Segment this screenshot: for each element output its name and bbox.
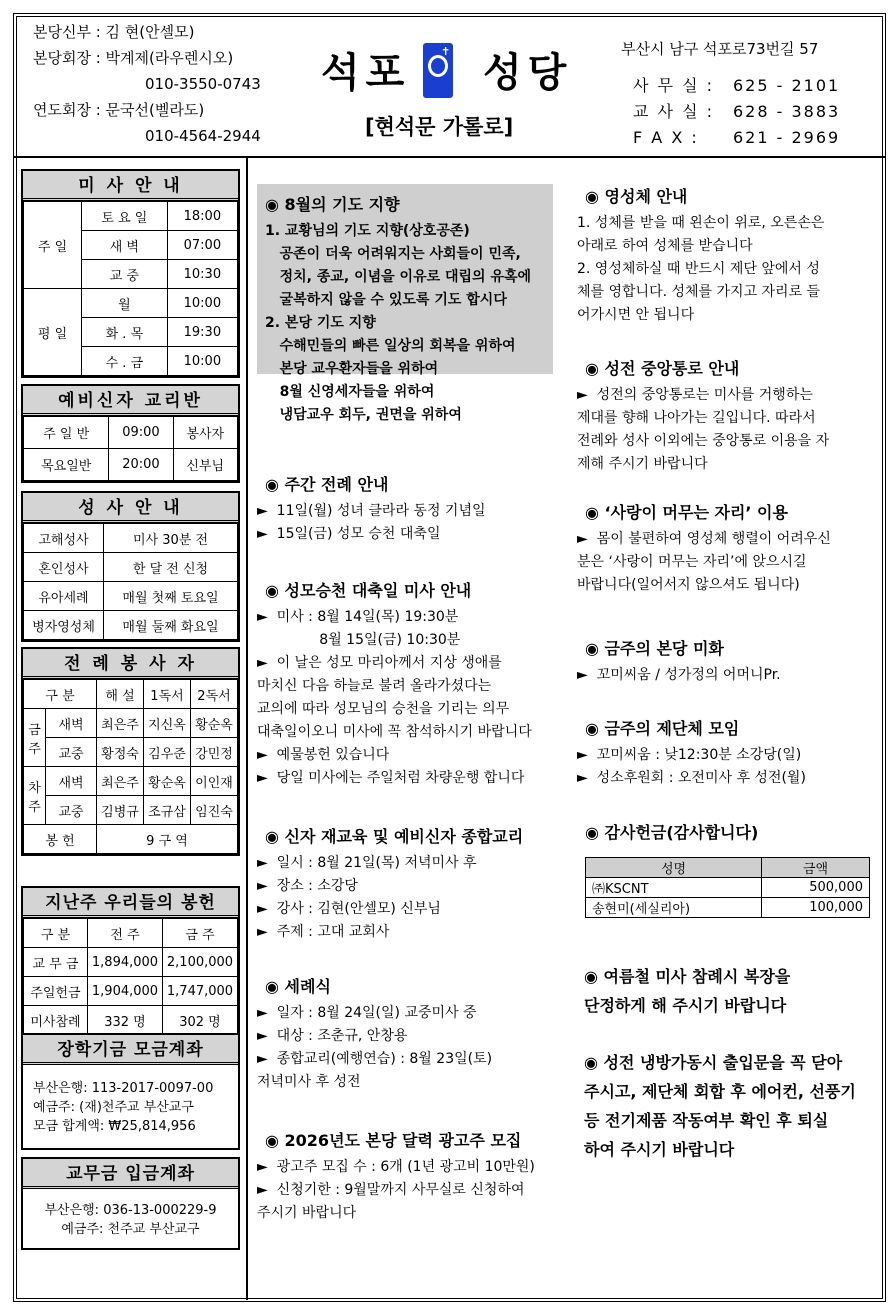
parish-name-left: 석포 (321, 50, 411, 96)
cell: 새벽 (46, 709, 97, 738)
section-line: 아래로 하여 성체를 받습니다 (577, 238, 753, 254)
cell: 강민정 (190, 738, 237, 767)
scholarship-account (21, 1033, 240, 1150)
section-title: ◉ 성모승천 대축일 미사 안내 (265, 581, 472, 600)
cell: 1,747,000 (163, 977, 238, 1006)
cell: 19:30 (167, 318, 237, 347)
section-title: ◉ 2026년도 본당 달력 광고주 모집 (265, 1131, 522, 1150)
account-line: 예금주: 천주교 부산교구 (61, 1222, 200, 1237)
cell: 이인재 (190, 767, 237, 796)
section-line: ► 장소 : 소강당 (257, 878, 358, 894)
section-line: ► 꼬미씨움 : 낮12:30분 소강당(일) (577, 747, 802, 763)
catechumen-class (21, 384, 240, 483)
header (13, 13, 886, 158)
offerings-title: 지난주 우리들의 봉헌 (23, 888, 238, 918)
cell: 성명 (586, 858, 762, 878)
notice-dress (584, 962, 790, 1020)
account-line: 예금주: (재)천주교 부산교구 (33, 1100, 194, 1115)
cell: 2,100,000 (163, 948, 238, 977)
cell: 미사참례 (24, 1006, 88, 1035)
section-line: 수해민들의 빠른 일상의 회복을 위하여 (265, 338, 516, 354)
section-line: 저녁미사 후 성전 (257, 1074, 361, 1090)
notice-line: 주시고, 제단체 회합 후 에어컨, 선풍기 (584, 1082, 856, 1101)
section-title: ◉ 성전 중앙통로 안내 (585, 359, 740, 378)
phone-value: 625 - 2101 (733, 76, 841, 95)
notice-line: 단정하게 해 주시기 바랍니다 (584, 996, 787, 1015)
section-line: ► 강사 : 김현(안셀모) 신부님 (257, 901, 441, 917)
section-title: ◉ 금주의 본당 미화 (585, 639, 724, 658)
section-line: 8월 15일(금) 10:30분 (257, 632, 461, 648)
section-title: ◉ 세례식 (265, 977, 331, 996)
sacraments-title: 성 사 안 내 (23, 493, 238, 523)
section-3 (577, 636, 873, 687)
phone-value: 628 - 3883 (733, 102, 841, 121)
cell: 교중 (46, 738, 97, 767)
patron-saint: [현석문 가롤로] (365, 115, 514, 139)
cell: 봉 헌 (24, 825, 97, 854)
catechumen-title: 예비신자 교리반 (23, 386, 238, 416)
account-line: 부산은행: 036-13-000229-9 (44, 1203, 217, 1218)
cell: 매월 둘째 화요일 (104, 611, 238, 640)
weekly-offerings (21, 886, 240, 1037)
prayer-phone: 010-4564-2944 (145, 127, 261, 145)
section-line: 어가시면 안 됩니다 (577, 307, 695, 323)
section-line: ► 성전의 중앙통로는 미사를 거행하는 (577, 387, 813, 403)
cell: 지신옥 (144, 709, 191, 738)
section-line: ► 몸이 불편하여 영성체 행렬이 어려우신 (577, 531, 831, 547)
cell: 20:00 (109, 449, 173, 481)
section-line: 체를 영합니다. 성체를 가지고 자리로 들 (577, 284, 821, 300)
mass-schedule (21, 169, 240, 378)
section-line: 대축일이오니 미사에 꼭 참석하시기 바랍니다 (257, 724, 532, 740)
section-1 (257, 472, 553, 546)
cell: 10:00 (167, 347, 237, 376)
cell: 교중 (46, 796, 97, 825)
cell: 송현미(세실리아) (586, 898, 762, 918)
cell: 10:00 (167, 289, 237, 318)
section-4 (577, 716, 873, 790)
section-line: ► 일시 : 8월 21일(목) 저녁미사 후 (257, 855, 477, 871)
cell: 9 구 역 (97, 825, 238, 854)
section-line: 제해 주시기 바랍니다 (577, 456, 708, 472)
cell: 1독서 (144, 680, 191, 709)
cell: 병자영성체 (24, 611, 104, 640)
section-line: 정치, 종교, 이념을 이유로 대립의 유혹에 (265, 269, 532, 285)
section-title: ◉ 감사헌금(감사합니다) (585, 823, 759, 842)
section-line: 2. 본당 기도 지향 (265, 315, 376, 331)
liturgy-servers (21, 647, 240, 856)
cell: 화 . 목 (82, 318, 168, 347)
section-line: 8월 신영세자들을 위하여 (265, 384, 435, 400)
cell: 새벽 (46, 767, 97, 796)
section-line: 분은 ‘사랑이 머무는 자리’에 앉으시길 (577, 554, 807, 570)
cell: 목요일반 (24, 449, 109, 481)
section-3 (257, 824, 553, 944)
cell: 2독서 (190, 680, 237, 709)
cell: 500,000 (762, 878, 870, 898)
section-5 (257, 1128, 553, 1225)
cell: 월 (82, 289, 168, 318)
address: 부산시 남구 석포로73번길 57 (621, 40, 819, 58)
section-title: ◉ 주간 전례 안내 (265, 475, 389, 494)
cell: 한 달 전 신청 (104, 553, 238, 582)
section-line: ► 11일(월) 성녀 클라라 동정 기념일 (257, 503, 486, 519)
account-line: 모금 합계액: ₩25,814,956 (33, 1119, 196, 1134)
section-line: ► 꼬미씨움 / 성가정의 어머니Pr. (577, 667, 781, 683)
cell: 차주 (24, 767, 46, 825)
section-line: ► 성소후원회 : 오전미사 후 성전(월) (577, 770, 806, 786)
weekday-label: 평 일 (24, 289, 82, 376)
section-line: 제대를 향해 나아가는 길입니다. 따라서 (577, 410, 816, 426)
prayer-president: 연도회장 : 문국선(벨라도) (33, 101, 205, 119)
pastor: 본당신부 : 김 현(안셀모) (33, 23, 195, 41)
section-line: 마치신 다음 하늘로 불려 올라가셨다는 (257, 678, 492, 694)
sunday-label: 주 일 (24, 202, 82, 289)
section-line: ► 미사 : 8월 14일(목) 19:30분 (257, 609, 459, 625)
cell: 유아세례 (24, 582, 104, 611)
section-line: 공존이 더욱 어려워지는 사회들이 민족, (265, 246, 521, 262)
section-line: ► 광고주 모집 수 : 6개 (1년 광고비 10만원) (257, 1159, 535, 1175)
section-5 (577, 820, 873, 848)
cell: 금주 (24, 709, 46, 767)
cell: 최은주 (97, 767, 144, 796)
cell: 금 주 (163, 919, 238, 948)
phone-label: 사 무 실 : (633, 76, 715, 95)
section-0 (577, 184, 873, 327)
phone-label: 교 사 실 : (633, 102, 715, 121)
cell: 100,000 (762, 898, 870, 918)
mass-title: 미 사 안 내 (23, 171, 238, 201)
section-line: ► 예물봉헌 있습니다 (257, 747, 390, 763)
section-line: ► 주제 : 고대 교회사 (257, 924, 390, 940)
section-title: ◉ 금주의 제단체 모임 (585, 719, 740, 738)
parish-name-right: 성당 (483, 50, 573, 96)
parish-logo-icon: ✝ (423, 43, 453, 98)
cell: 302 명 (163, 1006, 238, 1035)
cell: 10:30 (167, 260, 237, 289)
scholarship-title: 장학기금 모금계좌 (23, 1035, 238, 1065)
cell: ㈜KSCNT (586, 878, 762, 898)
cell: 토 요 일 (82, 202, 168, 231)
section-line: 냉담교우 회두, 권면을 위하여 (265, 407, 462, 423)
cell: 구 분 (24, 680, 97, 709)
dues-account (21, 1157, 240, 1250)
section-line: 본당 교우환자들을 위하여 (265, 361, 439, 377)
section-line: 바랍니다(일어서지 않으셔도 됩니다) (577, 577, 800, 593)
cell: 18:00 (167, 202, 237, 231)
section-line: ► 대상 : 조춘규, 안창용 (257, 1028, 408, 1044)
section-title: ◉ 신자 재교육 및 예비신자 종합교리 (265, 827, 524, 846)
section-line: 1. 교황님의 기도 지향(상호공존) (265, 223, 470, 239)
sacraments (21, 491, 240, 642)
section-line: 2. 영성체하실 때 반드시 제단 앞에서 성 (577, 261, 820, 277)
cell: 임진숙 (190, 796, 237, 825)
cell: 미사 30분 전 (104, 524, 238, 553)
cell: 해 설 (97, 680, 144, 709)
section-title: ◉ ‘사랑이 머무는 자리’ 이용 (585, 503, 788, 522)
section-1 (577, 356, 873, 476)
cell: 332 명 (88, 1006, 163, 1035)
notice-aircon (584, 1048, 856, 1164)
cell: 1,894,000 (88, 948, 163, 977)
section-line: ► 당일 미사에는 주일처럼 차량운행 합니다 (257, 770, 525, 786)
notice-line: 등 전기제품 작동여부 확인 후 퇴실 (584, 1111, 829, 1130)
section-line: ► 종합교리(예행연습) : 8월 23일(토) (257, 1051, 493, 1067)
section-2 (577, 500, 873, 597)
cell: 김병규 (97, 796, 144, 825)
president-phone: 010-3550-0743 (145, 75, 261, 93)
cell: 새 벽 (82, 231, 168, 260)
section-title: ◉ 영성체 안내 (585, 187, 688, 206)
section-line: ► 15일(금) 성모 승천 대축일 (257, 526, 441, 542)
section-line: 전례와 성사 이외에는 중앙통로 이용을 자 (577, 433, 830, 449)
servers-title: 전 례 봉 사 자 (23, 649, 238, 679)
cell: 주 일 반 (24, 417, 109, 449)
cell: 황순옥 (144, 767, 191, 796)
cell: 김우준 (144, 738, 191, 767)
section-title: ◉ 8월의 기도 지향 (265, 195, 400, 214)
notice-line: ◉ 여름철 미사 참례시 복장을 (584, 967, 791, 986)
phone-value: 621 - 2969 (733, 128, 841, 147)
phone-list (633, 73, 840, 151)
section-line: 굴복하지 않을 수 있도록 기도 합시다 (265, 292, 507, 308)
donation-table (585, 857, 870, 918)
cell: 조규삼 (144, 796, 191, 825)
cell: 09:00 (109, 417, 173, 449)
cell: 주일헌금 (24, 977, 88, 1006)
cell: 07:00 (167, 231, 237, 260)
cell: 최은주 (97, 709, 144, 738)
cell: 구 분 (24, 919, 88, 948)
section-2 (257, 578, 553, 790)
cell: 봉사자 (173, 417, 238, 449)
clergy-info (33, 19, 261, 149)
parish-president: 본당회장 : 박계제(라우렌시오) (33, 49, 234, 67)
section-line: ► 이 날은 성모 마리아께서 지상 생애를 (257, 655, 502, 671)
cell: 고해성사 (24, 524, 104, 553)
notice-line: ◉ 성전 냉방가동시 출입문을 꼭 닫아 (584, 1053, 843, 1072)
column-divider (246, 157, 248, 1300)
section-line: 1. 성체를 받을 때 왼손이 위로, 오른손은 (577, 215, 825, 231)
section-0 (257, 184, 553, 423)
section-line: ► 일자 : 8월 24일(일) 교중미사 중 (257, 1005, 477, 1021)
cell: 전 주 (88, 919, 163, 948)
section-line: 교의에 따라 성모님의 승천을 기리는 의무 (257, 701, 510, 717)
section-line: 주시기 바랍니다 (257, 1205, 357, 1221)
dues-title: 교무금 입금계좌 (23, 1159, 238, 1189)
section-line: ► 신청기한 : 9월말까지 사무실로 신청하여 (257, 1182, 525, 1198)
cell: 신부님 (173, 449, 238, 481)
cell: 교 중 (82, 260, 168, 289)
cell: 1,904,000 (88, 977, 163, 1006)
section-4 (257, 974, 553, 1094)
cell: 교 무 금 (24, 948, 88, 977)
cell: 황순옥 (190, 709, 237, 738)
cell: 매월 첫째 토요일 (104, 582, 238, 611)
cell: 황정숙 (97, 738, 144, 767)
cell: 금액 (762, 858, 870, 878)
notice-line: 하여 주시기 바랍니다 (584, 1140, 735, 1159)
phone-label: F A X : (633, 128, 699, 147)
cell: 수 . 금 (82, 347, 168, 376)
cell: 혼인성사 (24, 553, 104, 582)
account-line: 부산은행: 113-2017-0097-00 (33, 1081, 214, 1096)
